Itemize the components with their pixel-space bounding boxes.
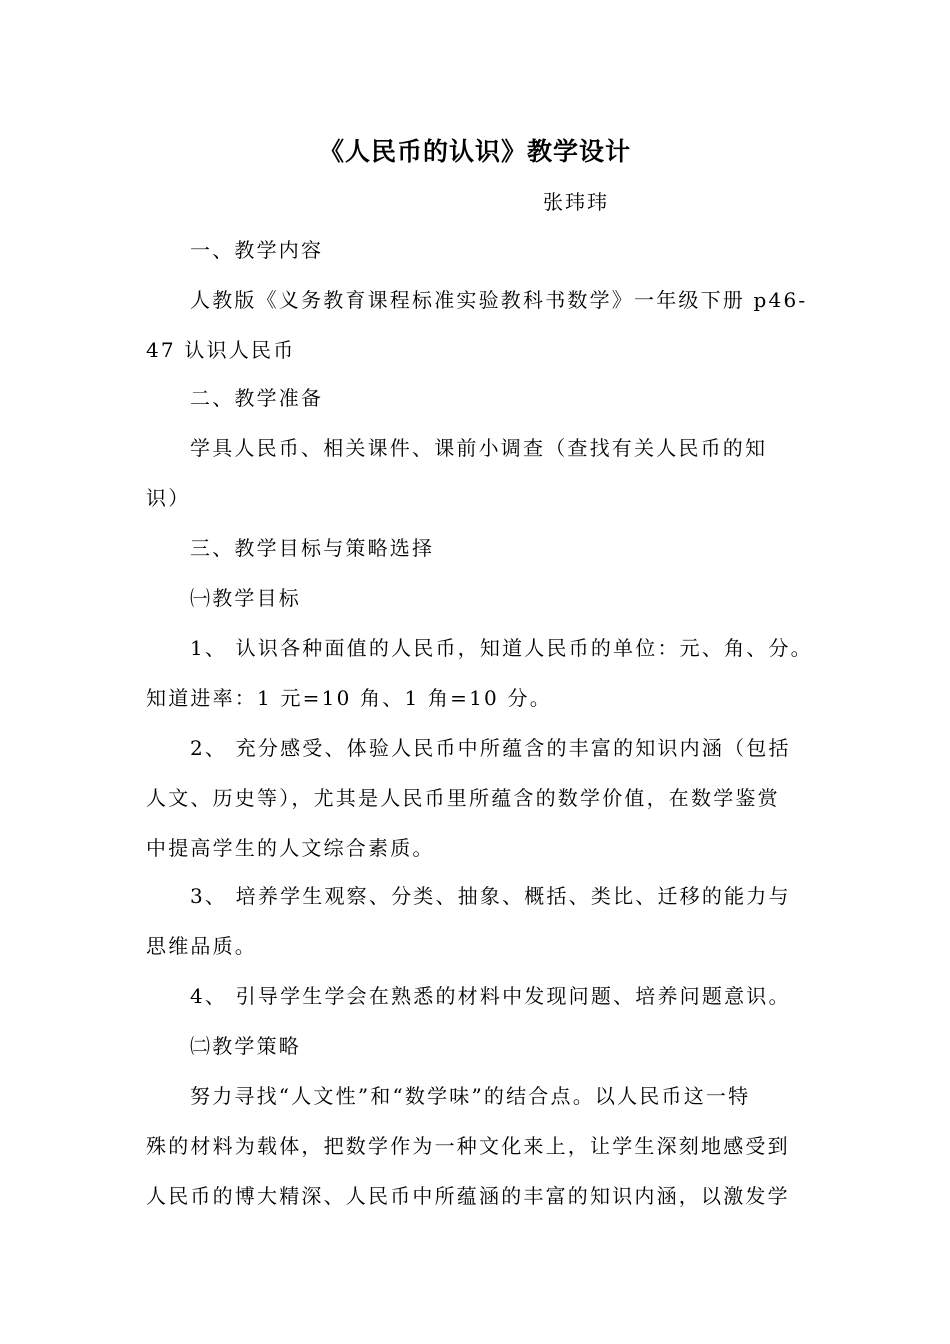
document-author: 张玮玮 xyxy=(543,190,609,214)
paragraph-line: 47 认识人民币 xyxy=(146,338,296,362)
paragraph-line: 人教版《义务教育课程标准实验教科书数学》一年级下册 p46- xyxy=(190,288,808,312)
paragraph-line: 学具人民币、相关课件、课前小调查（查找有关人民币的知 xyxy=(190,436,768,460)
section-heading-preparation: 二、教学准备 xyxy=(190,386,324,410)
paragraph-line: 努力寻找“人文性”和“数学味”的结合点。以人民币这一特 xyxy=(190,1084,751,1108)
paragraph-line: 4、 引导学生学会在熟悉的材料中发现问题、培养问题意识。 xyxy=(190,984,791,1008)
paragraph-line: 知道进率：1 元=10 角、1 角=10 分。 xyxy=(146,686,552,710)
paragraph-line: 中提高学生的人文综合素质。 xyxy=(146,836,435,860)
paragraph-line: 思维品质。 xyxy=(146,934,257,958)
paragraph-line: 人民币的博大精深、人民币中所蕴涵的丰富的知识内涵，以激发学 xyxy=(146,1184,790,1208)
paragraph-line: 人文、历史等），尤其是人民币里所蕴含的数学价值，在数学鉴赏 xyxy=(146,786,780,810)
paragraph-line: 识） xyxy=(146,486,191,510)
section-heading-objectives: 三、教学目标与策略选择 xyxy=(190,536,435,560)
paragraph-line: 1、 认识各种面值的人民币，知道人民币的单位：元、角、分。 xyxy=(190,636,813,660)
subsection-heading-strategy: ㈡教学策略 xyxy=(190,1034,301,1058)
subsection-heading-objectives: ㈠教学目标 xyxy=(190,586,301,610)
paragraph-line: 3、 培养学生观察、分类、抽象、概括、类比、迁移的能力与 xyxy=(190,884,791,908)
paragraph-line: 2、 充分感受、体验人民币中所蕴含的丰富的知识内涵（包括 xyxy=(190,736,791,760)
section-heading-content: 一、教学内容 xyxy=(190,238,324,262)
paragraph-line: 殊的材料为载体，把数学作为一种文化来上，让学生深刻地感受到 xyxy=(146,1134,790,1158)
document-title: 《人民币的认识》教学设计 xyxy=(318,137,631,166)
